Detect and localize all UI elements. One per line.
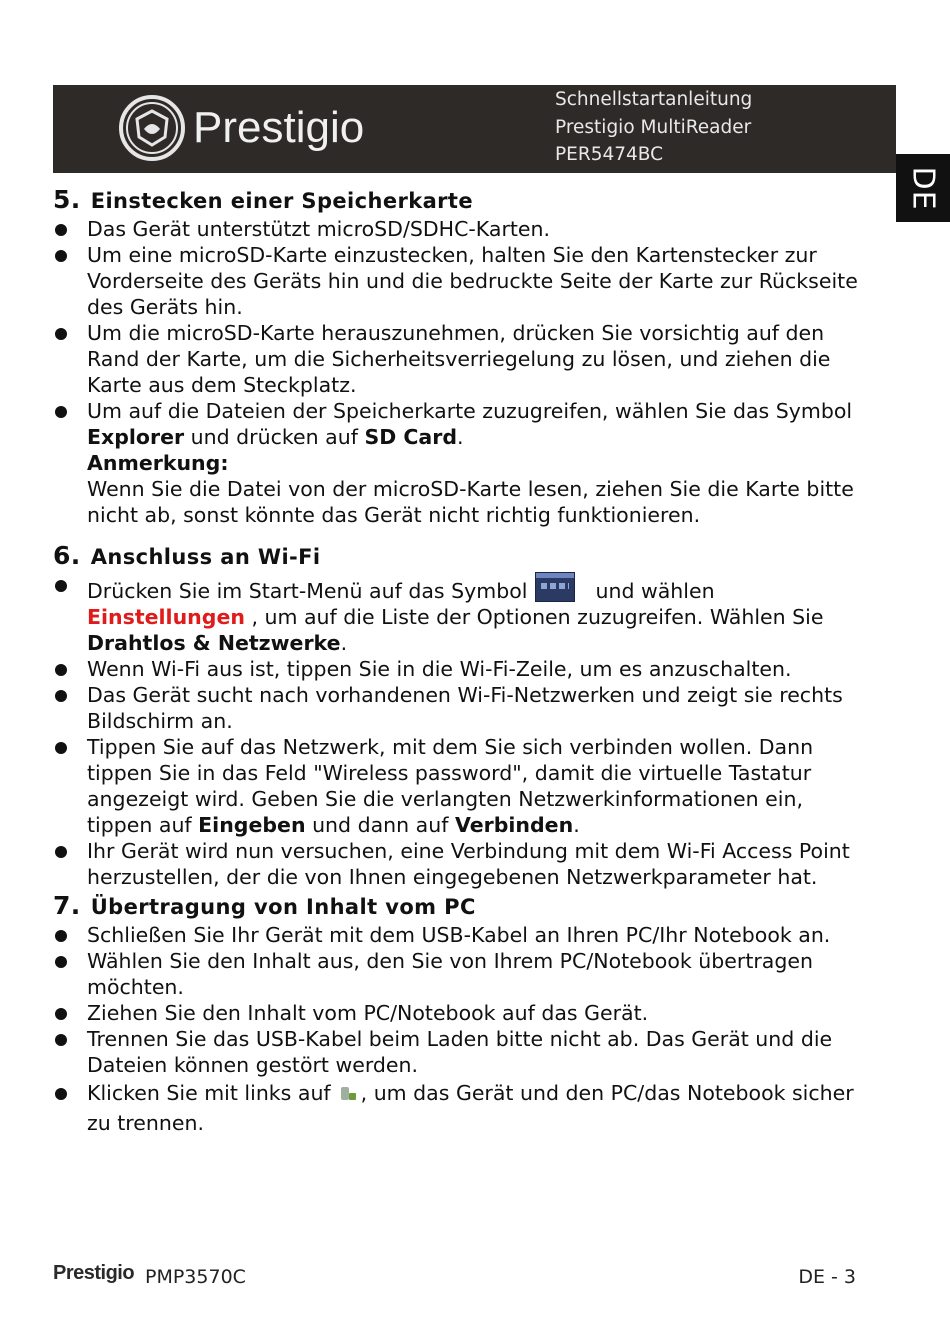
list-item: Ziehen Sie den Inhalt vom PC/Notebook auf das Gerät. (53, 1000, 865, 1026)
footer-logo: Prestigio (53, 1262, 135, 1284)
section-number: 5. (53, 185, 81, 214)
list-item: Um die microSD-Karte herauszunehmen, drücken Sie vorsichtig auf den Rand der Karte, um die Sicherheitsverriegelung zu lösen, und ziehen die Karte aus dem Steckplatz. (53, 320, 865, 398)
section-6-list (53, 572, 865, 890)
wireless-networks-term: Drahtlos & Netzwerke (87, 631, 341, 655)
list-item: Das Gerät sucht nach vorhandenen Wi-Fi-Netzwerken und zeigt sie rechts Bildschirm an. (53, 682, 865, 734)
explorer-term: Explorer (87, 425, 185, 449)
header-info (555, 86, 752, 169)
start-menu-icon (535, 572, 575, 602)
bullet-icon (55, 1034, 67, 1046)
list-item: Wenn Wi-Fi aus ist, tippen Sie in die Wi-Fi-Zeile, um es anzuschalten. (53, 656, 865, 682)
connect-term: Verbinden (454, 813, 574, 837)
product-name: Prestigio MultiReader (555, 116, 752, 138)
list-item: Das Gerät unterstützt microSD/SDHC-Karten. (53, 216, 865, 242)
language-tab (896, 154, 950, 222)
bullet-icon (55, 690, 67, 702)
bullet-icon (55, 580, 67, 592)
bullet-icon (55, 328, 67, 340)
language-tab-label: DE (905, 165, 941, 211)
list-item: Trennen Sie das USB-Kabel beim Laden bitte nicht ab. Das Gerät und die Dateien können gestört werden. (53, 1026, 865, 1078)
section-title: Einstecken einer Speicherkarte (90, 189, 474, 213)
sd-card-term: SD Card (364, 425, 458, 449)
section-5-list (53, 216, 865, 528)
list-item: Klicken Sie mit links auf , um das Gerät und den PC/das Notebook sicher zu trennen. (53, 1078, 865, 1138)
bullet-icon (55, 1008, 67, 1020)
list-item: Wählen Sie den Inhalt aus, den Sie von Ihrem PC/Notebook übertragen möchten. (53, 948, 865, 1000)
bullet-icon (55, 224, 67, 236)
section-5-heading (53, 184, 865, 216)
note-title: Anmerkung: (87, 451, 229, 475)
product-model: PER5474BC (555, 144, 664, 165)
list-item: Schließen Sie Ihr Gerät mit dem USB-Kabel an Ihren PC/Ihr Notebook an. (53, 922, 865, 948)
list-item: Um eine microSD-Karte einzustecken, halten Sie den Kartenstecker zur Vorderseite des Geräts hin und die bedruckte Seite der Karte zur Rückseite des Geräts hin. (53, 242, 865, 320)
section-6-heading (53, 540, 865, 572)
page-number: DE - 3 (798, 1266, 856, 1288)
list-item: Ihr Gerät wird nun versuchen, eine Verbindung mit dem Wi-Fi Access Point herzustellen, der die von Ihnen eingegebenen Netzwerkparameter hat. (53, 838, 865, 890)
bullet-icon (55, 1088, 67, 1100)
section-number: 6. (53, 541, 81, 570)
document-body (53, 184, 865, 1138)
bullet-icon (55, 930, 67, 942)
shield-crown-icon (119, 95, 185, 161)
section-number: 7. (53, 891, 81, 920)
footer-model: PMP3570C (145, 1266, 246, 1288)
footer (53, 1262, 856, 1290)
header-banner (53, 85, 896, 173)
list-item: Drücken Sie im Start-Menü auf das Symbol und wählen Einstellungen , um auf die Liste der Optionen zuzugreifen. Wählen Sie Drahtlos & Netzwerke. (53, 572, 865, 656)
bullet-icon (55, 742, 67, 754)
note-text: Wenn Sie die Datei von der microSD-Karte lesen, ziehen Sie die Karte bitte nicht ab, sonst könnte das Gerät nicht richtig funktionieren. (87, 477, 854, 527)
list-item: Um auf die Dateien der Speicherkarte zuzugreifen, wählen Sie das Symbol Explorer und drücken auf SD Card. Anmerkung: Wenn Sie die Datei von der microSD-Karte lesen, ziehen Sie die Karte bitte nicht ab, sonst könnte das Gerät nicht richtig funktionieren. (53, 398, 865, 528)
logo-wordmark: Prestigio (193, 103, 365, 152)
section-title: Übertragung von Inhalt vom PC (90, 895, 476, 919)
section-title: Anschluss an Wi-Fi (90, 545, 321, 569)
prestigio-logo (119, 95, 364, 161)
bullet-icon (55, 406, 67, 418)
bullet-icon (55, 846, 67, 858)
section-7-heading (53, 890, 865, 922)
doc-type: Schnellstartanleitung (555, 89, 753, 110)
settings-term: Einstellungen (87, 605, 245, 629)
section-7-list (53, 922, 865, 1138)
bullet-icon (55, 664, 67, 676)
list-item: Tippen Sie auf das Netzwerk, mit dem Sie sich verbinden wollen. Dann tippen Sie in das Feld "Wireless password", damit die virtuelle Tastatur angezeigt wird. Geben Sie die verlangten Netzwerkinformationen ein, tippen auf Eingeben und dann auf Verbinden. (53, 734, 865, 838)
bullet-icon (55, 250, 67, 262)
enter-term: Eingeben (198, 813, 306, 837)
bullet-icon (55, 956, 67, 968)
safe-remove-icon (339, 1085, 357, 1103)
